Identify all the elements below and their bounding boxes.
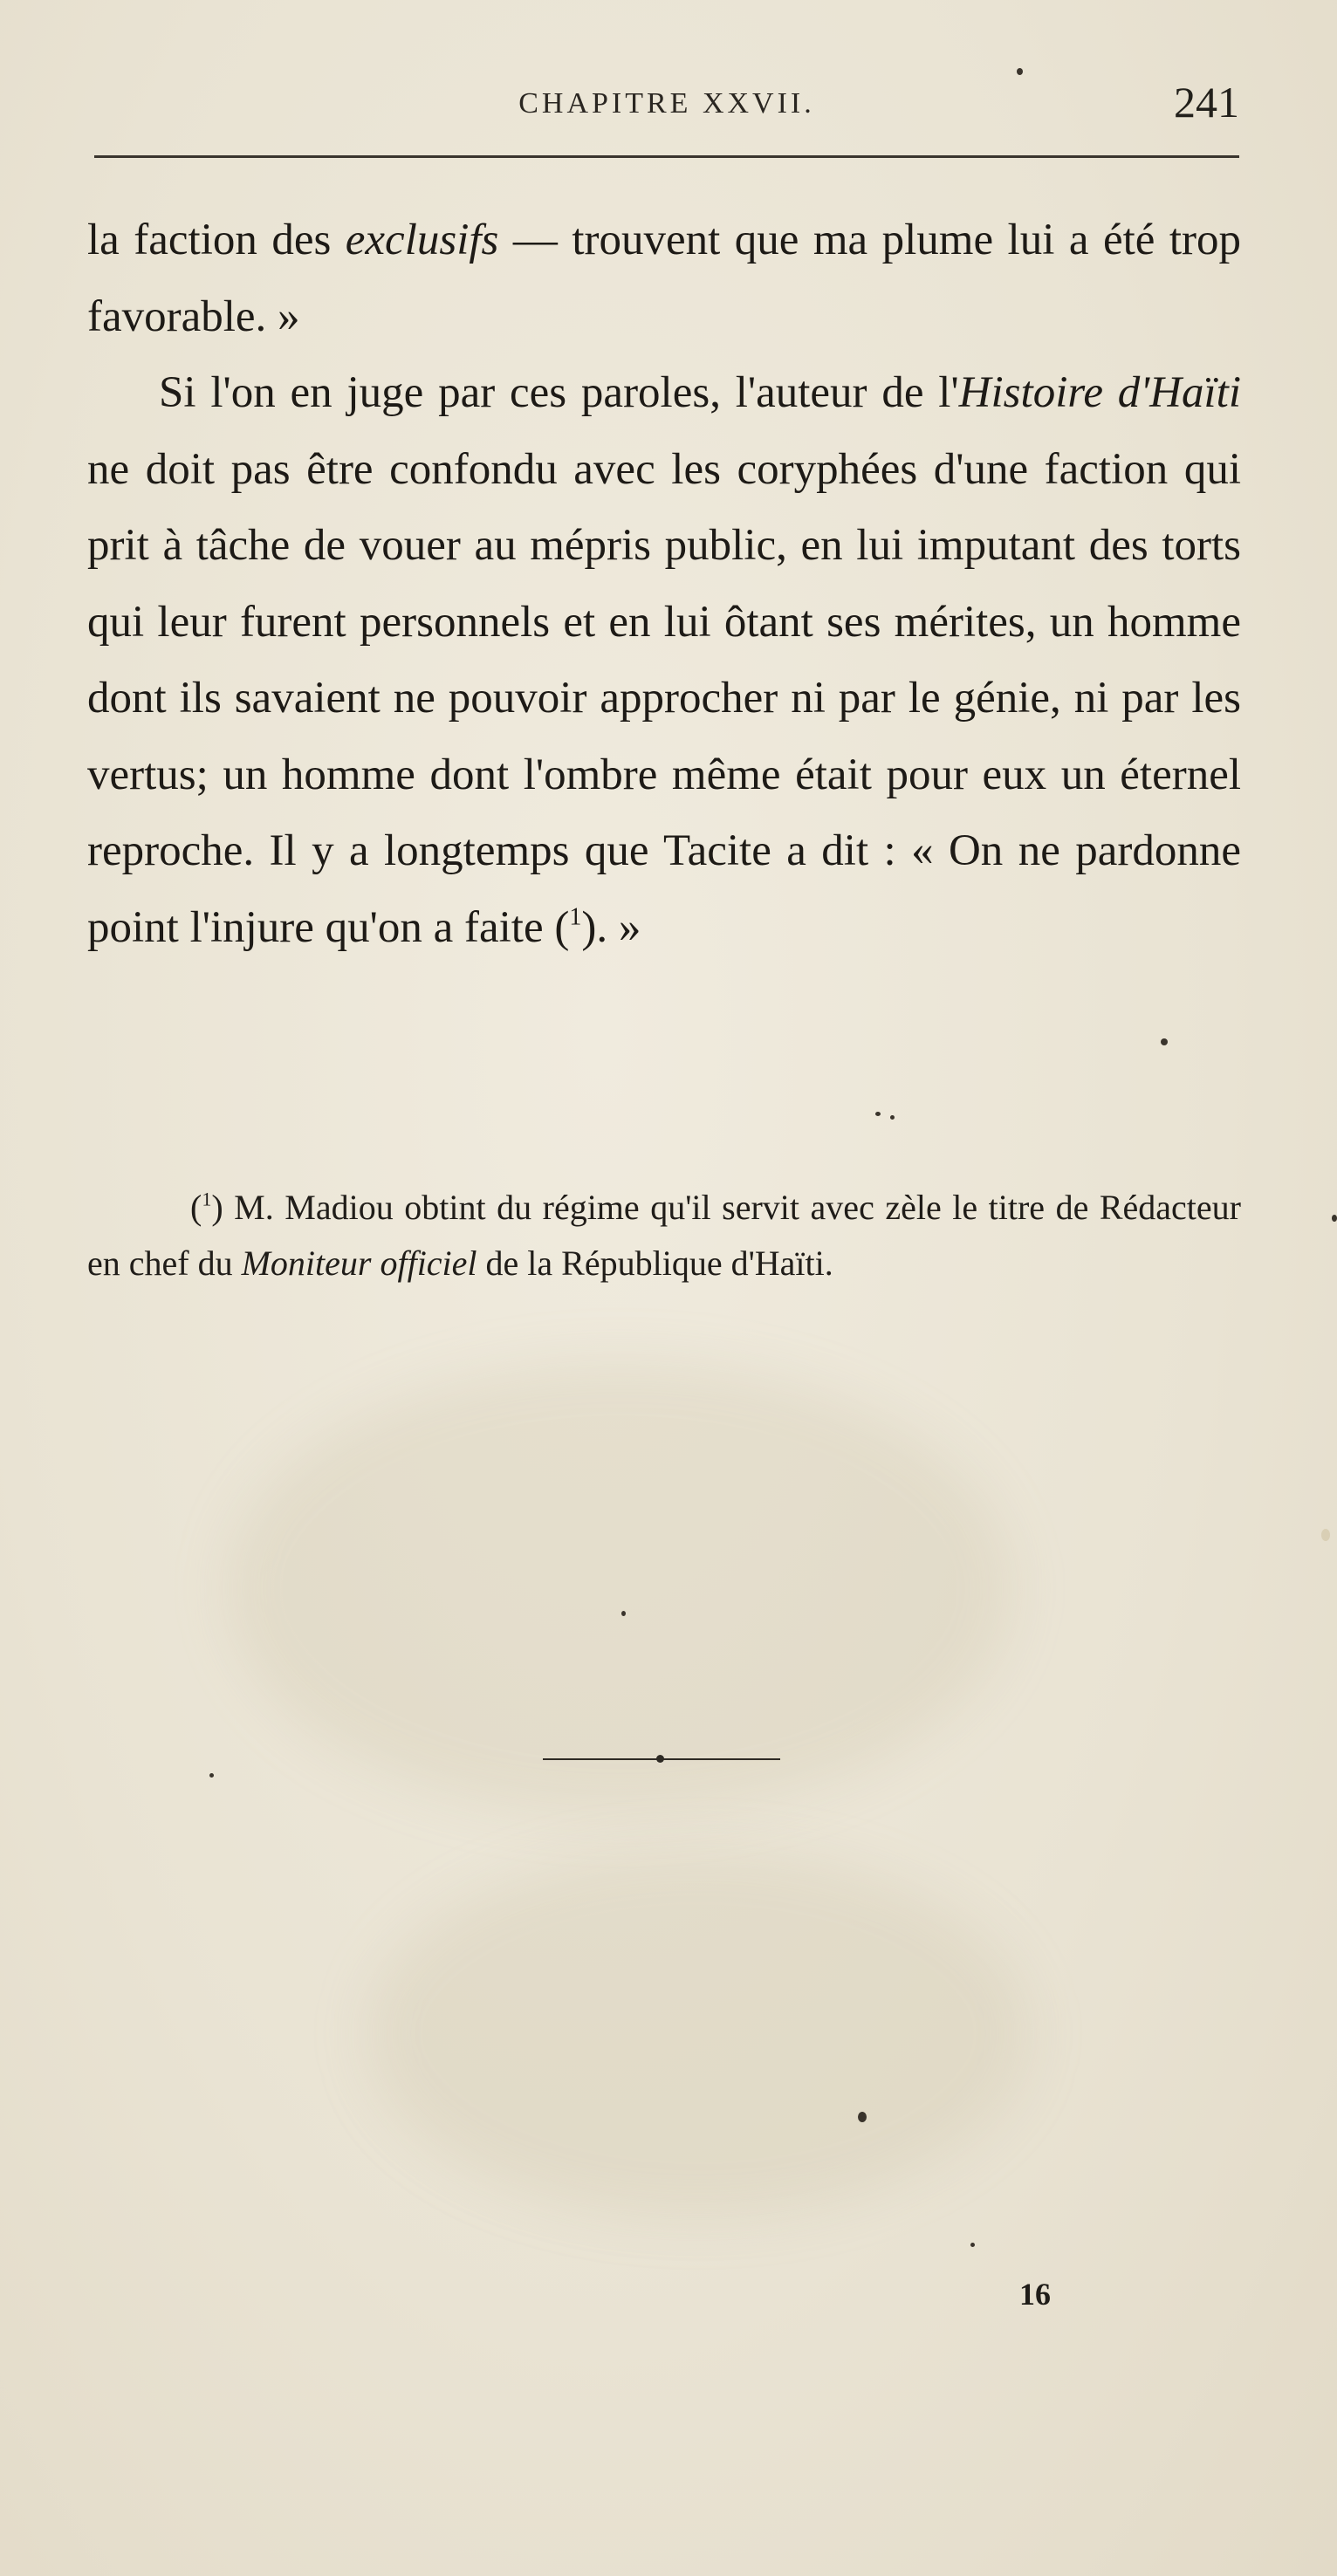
ink-speck [970, 2243, 975, 2247]
ink-speck [621, 1611, 626, 1616]
paragraph: la faction des exclusifs — trouvent que ma plume lui a été trop favorable. » [87, 216, 1241, 341]
ink-speck [858, 2112, 867, 2122]
ink-speck [1161, 1038, 1168, 1045]
paper-stain [367, 1850, 1030, 2216]
footnote: ($^1$) M. Madiou obtint du régime qu'il servit avec zèle le titre de Rédacteur en chef du Moniteur officiel de la République d'Haïti. [87, 1188, 1241, 1283]
ink-speck [209, 1773, 214, 1778]
ink-speck [890, 1115, 895, 1120]
ink-speck [1017, 68, 1023, 75]
footnote-number: 1 [202, 1188, 212, 1210]
signature-mark: 16 [1019, 2277, 1051, 2312]
main-text [87, 202, 1241, 966]
paragraph: Si l'on en juge par ces paroles, l'auteur de l'Histoire d'Haïti ne doit pas être confondu avec les coryphées d'une faction qui prit à tâche de vouer au mépris public, en lui imputant des torts qui leur furent personnels et en lui ôtant ses mérites, un homme dont ils savaient ne pouvoir approcher ni par le génie, ni par les vertus; un homme dont l'ombre même était pour eux un éternel reproche. Il y a longtemps que Tacite a dit : « On ne pardonne point l'injure qu'on a faite ($^1$). » [87, 368, 1242, 952]
paper-stain [227, 1361, 1012, 1815]
ink-speck [875, 1112, 881, 1116]
running-head [94, 77, 1239, 129]
ornament-rule [543, 1754, 780, 1764]
footnote-reference: 1 [569, 902, 582, 930]
ink-speck [1332, 1215, 1337, 1222]
header-rule [94, 155, 1239, 158]
ink-speck [1321, 1529, 1330, 1541]
chapter-title: CHAPITRE XXVII. [518, 87, 815, 120]
page-number: 241 [1174, 78, 1239, 127]
